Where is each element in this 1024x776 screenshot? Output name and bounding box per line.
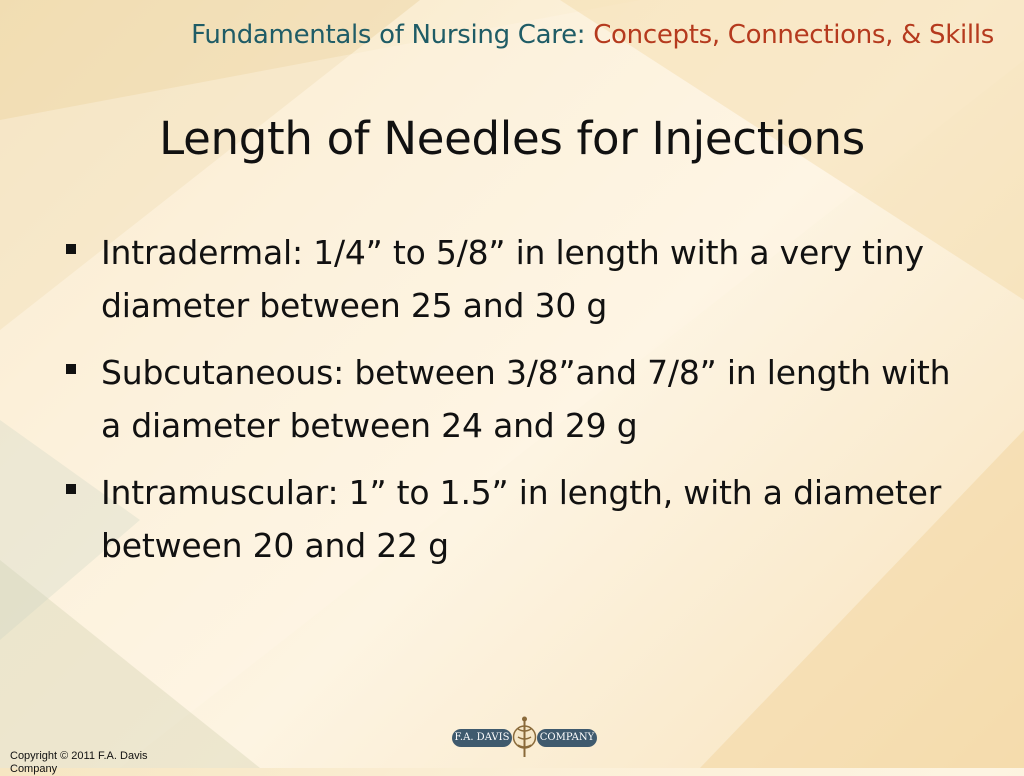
logo-right-label: COMPANY xyxy=(537,729,597,747)
bullet-list xyxy=(62,226,967,586)
header-title xyxy=(191,20,994,50)
square-bullet-icon xyxy=(66,484,76,494)
square-bullet-icon xyxy=(66,244,76,254)
slide-title: Length of Needles for Injections xyxy=(159,112,865,165)
logo-left-label: F.A. DAVIS xyxy=(452,729,512,747)
caduceus-icon xyxy=(512,715,537,759)
header-title-part1: Fundamentals of Nursing Care: xyxy=(191,20,594,50)
copyright-notice: Copyright © 2011 F.A. Davis Company xyxy=(10,750,148,775)
bullet-text: Subcutaneous: between 3/8”and 7/8” in length with a diameter between 24 and 29 g xyxy=(101,353,951,445)
bullet-item xyxy=(62,346,967,452)
bullet-item xyxy=(62,466,967,572)
bullet-text: Intramuscular: 1” to 1.5” in length, with a diameter between 20 and 22 g xyxy=(101,473,942,565)
bullet-item xyxy=(62,226,967,332)
square-bullet-icon xyxy=(66,364,76,374)
fa-davis-logo xyxy=(452,715,597,759)
bullet-text: Intradermal: 1/4” to 5/8” in length with a very tiny diameter between 25 and 30 g xyxy=(101,233,924,325)
header-title-part2: Concepts, Connections, & Skills xyxy=(593,20,994,50)
